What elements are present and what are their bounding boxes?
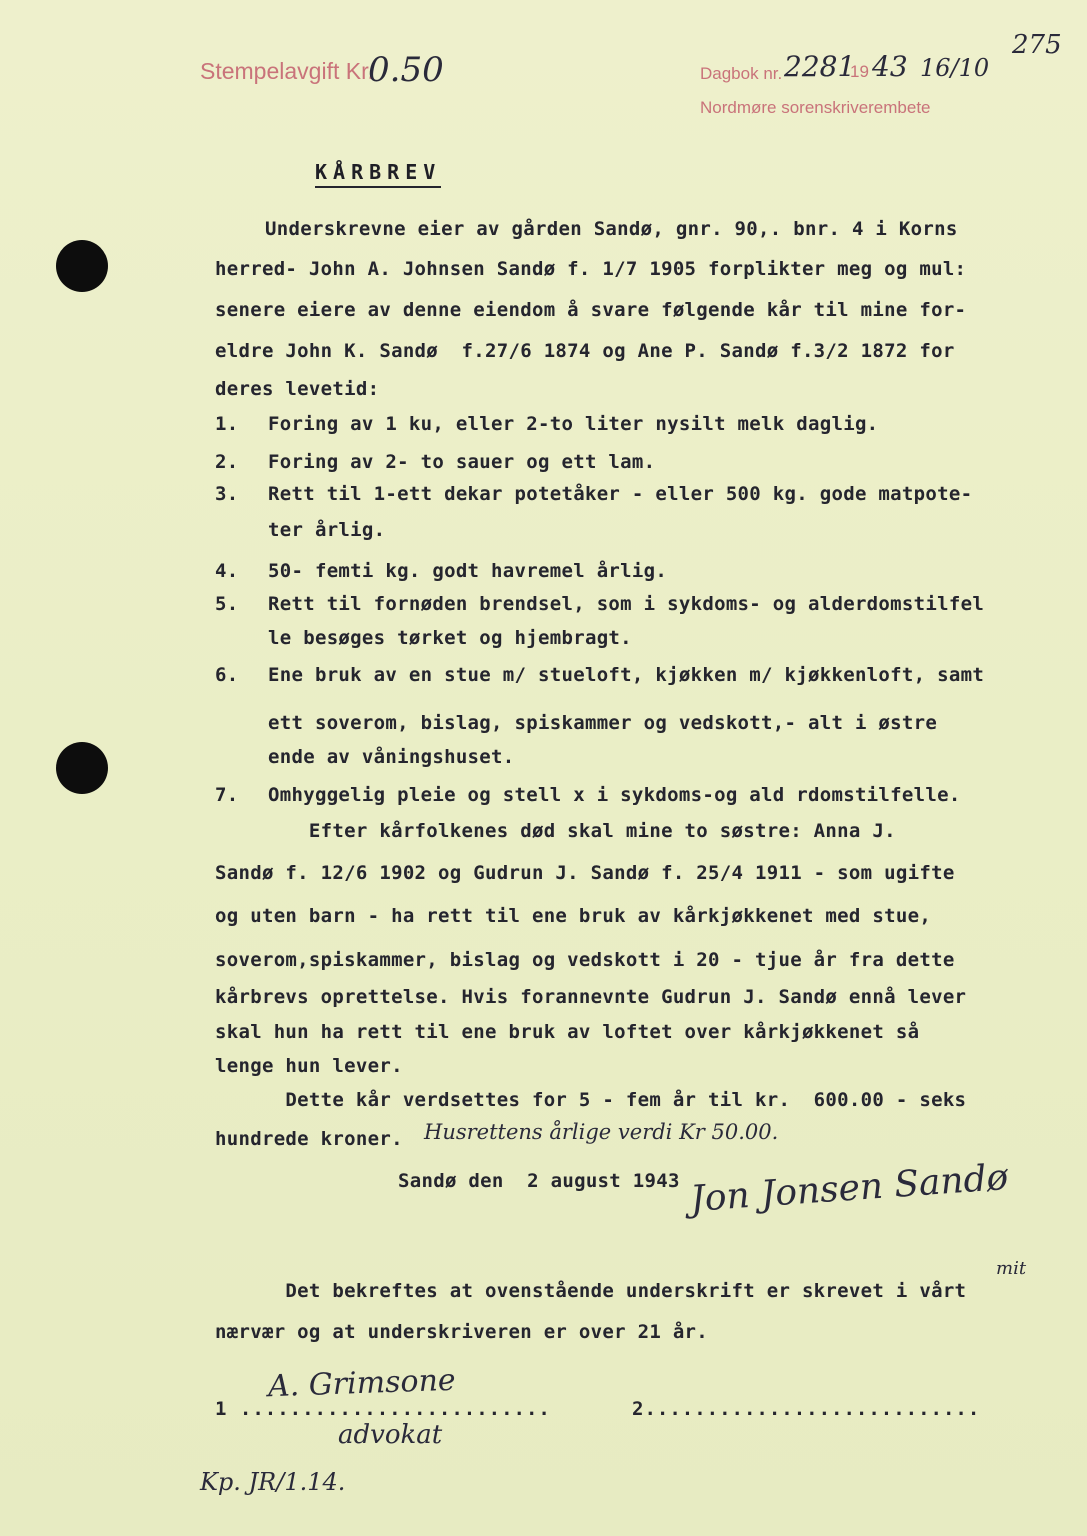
after-line-1: Efter kårfolkenes død skal mine to søstre: Anna J. (215, 820, 896, 842)
item-2-number: 2. (215, 451, 239, 473)
item-3-number: 3. (215, 483, 239, 505)
intro-line-4: eldre John K. Sandø f.27/6 1874 og Ane P. Sandø f.3/2 1872 for (215, 340, 955, 362)
signature: Jon Jonsen Sandø (688, 1156, 1010, 1221)
journal-year: 43 (872, 50, 908, 83)
intro-line-3: senere eiere av denne eiendom å svare følgende kår til mine for- (215, 299, 967, 321)
item-1-line-1: Foring av 1 ku, eller 2-to liter nysilt melk daglig. (268, 413, 879, 435)
journal-year-prefix: 19 (850, 62, 869, 81)
item-4-line-1: 50- femti kg. godt havremel årlig. (268, 560, 668, 582)
item-6-line-1: Ene bruk av en stue m/ stueloft, kjøkken m/ kjøkkenloft, samt (268, 664, 985, 686)
value-line-2: hundrede kroner. (215, 1128, 403, 1150)
value-line-1: Dette kår verdsettes for 5 - fem år til kr. 600.00 - seks (215, 1089, 967, 1111)
page-number: 275 (1012, 30, 1062, 60)
item-6-line-2: ett soverom, bislag, spiskammer og vedskott,- alt i østre (268, 712, 938, 734)
punch-hole-middle (56, 742, 108, 794)
witness-1-title: advokat (338, 1420, 443, 1450)
place-date: Sandø den 2 august 1943 (398, 1170, 680, 1192)
item-1-number: 1. (215, 413, 239, 435)
journal-date: 16/10 (920, 54, 990, 82)
stamp-fee-label: Stempelavgift Kr. (200, 58, 374, 84)
after-line-3: og uten barn - ha rett til ene bruk av kårkjøkkenet med stue, (215, 905, 932, 927)
witness-line-1: Det bekreftes at ovenstående underskrift er skrevet i vårt (215, 1280, 967, 1302)
witness-line-2: nærvær og at underskriveren er over 21 år. (215, 1321, 709, 1343)
item-3-line-1: Rett til 1-ett dekar potetåker - eller 500 kg. gode matpote- (268, 483, 973, 505)
witness-slot-1: 1 ......................... (215, 1398, 551, 1420)
item-2-line-1: Foring av 2- to sauer og ett lam. (268, 451, 656, 473)
intro-line-2: herred- John A. Johnsen Sandø f. 1/7 1905 forplikter meg og mul: (215, 258, 967, 280)
punch-hole-top (56, 240, 108, 292)
after-line-4: soverom,spiskammer, bislag og vedskott i 20 - tjue år fra dette (215, 949, 955, 971)
item-7-line-1: Omhyggelig pleie og stell x i sykdoms-og ald rdomstilfelle. (268, 784, 961, 806)
intro-line-5: deres levetid: (215, 378, 380, 400)
item-5-line-1: Rett til fornøden brendsel, som i sykdoms- og alderdomstilfel (268, 593, 985, 615)
item-5-number: 5. (215, 593, 239, 615)
journal-label: Dagbok nr. (700, 64, 783, 83)
item-4-number: 4. (215, 560, 239, 582)
item-3-line-2: ter årlig. (268, 519, 386, 541)
after-line-7: lenge hun lever. (215, 1055, 403, 1077)
stamp-fee-value: 0.50 (368, 50, 444, 90)
witness-slot-2: 2........................... (632, 1398, 981, 1420)
witness-1-signature: A. Grimsone (267, 1362, 457, 1405)
document-title: KÅRBREV (315, 160, 441, 188)
after-line-6: skal hun ha rett til ene bruk av loftet over kårkjøkkenet så (215, 1021, 920, 1043)
office-stamp: Nordmøre sorenskriverembete (700, 98, 931, 117)
after-line-2: Sandø f. 12/6 1902 og Gudrun J. Sandø f. 25/4 1911 - som ugifte (215, 862, 955, 884)
witness-correction: mit (996, 1258, 1027, 1279)
intro-line-1: Underskrevne eier av gården Sandø, gnr. 90,. bnr. 4 i Korns (265, 218, 958, 240)
item-5-line-2: le besøges tørket og hjembragt. (268, 627, 632, 649)
item-7-number: 7. (215, 784, 239, 806)
item-6-line-3: ende av våningshuset. (268, 746, 515, 768)
footer-note: Kp. JR/1.14. (200, 1468, 346, 1496)
after-line-5: kårbrevs oprettelse. Hvis forannevnte Gudrun J. Sandø ennå lever (215, 986, 967, 1008)
value-note-handwritten: Husrettens årlige verdi Kr 50.00. (424, 1120, 779, 1144)
item-6-number: 6. (215, 664, 239, 686)
journal-number: 2281 (784, 50, 856, 83)
